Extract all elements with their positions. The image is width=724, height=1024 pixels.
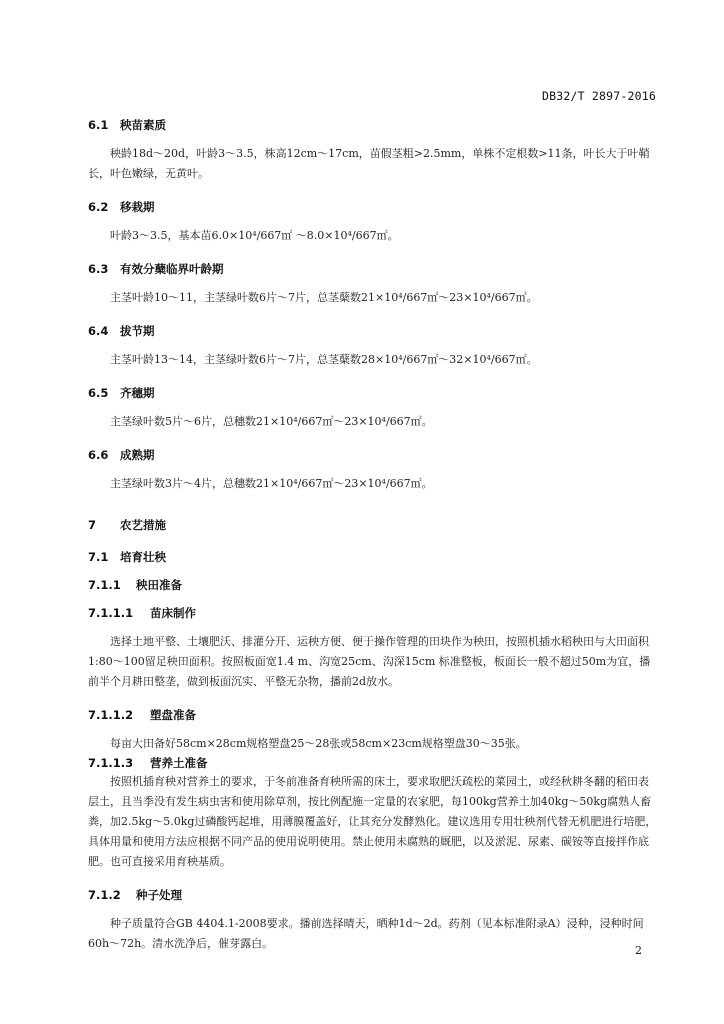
section-heading [88,260,658,278]
section-title: 移栽期 [120,200,155,214]
section-paragraph: 主茎绿叶数3片～4片，总穗数21×10⁴/667㎡～23×10⁴/667㎡。 [110,477,433,490]
chapter-number: 7 [88,518,97,532]
clause-heading [88,604,658,622]
section-heading [88,322,658,340]
section-paragraph: 叶龄3～3.5，基本苗6.0×10⁴/667㎡ ～8.0×10⁴/667㎡。 [110,229,399,242]
section-number: 6.5 [88,386,109,400]
section-title: 培育壮秧 [120,550,166,564]
section-heading [88,548,658,566]
section-paragraph: 主茎绿叶数5片～6片，总穗数21×10⁴/667㎡～23×10⁴/667㎡。 [110,415,433,428]
section-heading [88,116,658,134]
section-number: 6.1 [88,118,109,132]
standard-code: DB32/T 2897-2016 [542,89,656,103]
section-title: 有效分蘖临界叶龄期 [120,262,224,276]
clause-title: 塑盘准备 [150,708,196,722]
section-title: 秧苗素质 [120,118,166,132]
clause-title: 营养土准备 [150,756,208,770]
section-number: 7.1 [88,550,109,564]
subsection-number: 7.1.2 [88,888,121,902]
clause-paragraph: 每亩大田备好58cm×28cm规格塑盘25～28张或58cm×23cm规格塑盘30～35张。 [110,737,527,750]
section-number: 6.4 [88,324,109,338]
subsection-title: 种子处理 [136,888,182,902]
clause-title: 苗床制作 [150,606,196,620]
section-paragraph: 主茎叶龄13～14，主茎绿叶数6片～7片，总茎蘖数28×10⁴/667㎡～32×10⁴/667㎡。 [110,353,538,366]
clause-paragraph: 按照机插育秧对营养土的要求，于冬前准备育秧所需的床土，要求取肥沃疏松的菜园土，或经秋耕冬翻的稻田表层土，且当季没有发生病虫害和使用除草剂，按比例配施一定量的农家肥，每100kg营养土加40kg～50kg腐熟人畜粪，加2.5kg～5.0kg过磷酸钙起堆，用薄膜覆盖好，让其充分发酵熟化。建议选用专用壮秧剂代替无机肥进行培肥，具体用量和使用方法应根据不同产品的使用说明使用。禁止使用未腐熟的厩肥，以及淤泥、尿素、碳铵等直接拌作底肥。也可直接采用育秧基质。 [88,775,657,868]
section-title: 拔节期 [120,324,155,338]
section-title: 齐穗期 [120,386,155,400]
section-paragraph: 主茎叶龄10～11，主茎绿叶数6片～7片，总茎蘖数21×10⁴/667㎡～23×10⁴/667㎡。 [110,291,538,304]
subsection-number: 7.1.1 [88,578,121,592]
subsection-title: 秧田准备 [136,578,182,592]
section-paragraph: 秧龄18d～20d，叶龄3～3.5，株高12cm～17cm，苗假茎粗>2.5mm，单株不定根数>11条，叶长大于叶鞘长，叶色嫩绿，无黄叶。 [88,147,650,180]
section-title: 成熟期 [120,448,155,462]
subsection-heading [88,576,658,594]
chapter-heading [88,516,658,534]
clause-number: 7.1.1.1 [88,606,134,620]
clause-number: 7.1.1.2 [88,708,134,722]
clause-paragraph: 选择土地平整、土壤肥沃、排灌分开、运秧方便、便于操作管理的田块作为秧田，按照机插水稻秧田与大田面积1:80～100留足秧田面积。按照板面宽1.4 m、沟宽25cm、沟深15cm 标准整板，板面长一般不超过50m为宜，播前半个月耕田整垄，做到板面沉实、平整无杂物，播前2d放水。 [88,635,651,688]
section-heading [88,198,658,216]
document-body [88,116,658,954]
page-number: 2 [635,944,642,957]
clause-heading [88,754,658,772]
section-number: 6.3 [88,262,109,276]
subsection-paragraph: 种子质量符合GB 4404.1-2008要求。播前选择晴天，晒种1d～2d。药剂（见本标准附录A）浸种，浸种时间60h～72h。清水洗净后，催芽露白。 [88,917,644,950]
section-number: 6.6 [88,448,109,462]
clause-number: 7.1.1.3 [88,756,134,770]
clause-heading [88,706,658,724]
section-heading [88,446,658,464]
section-heading [88,384,658,402]
section-number: 6.2 [88,200,109,214]
chapter-title: 农艺措施 [120,518,166,532]
subsection-heading [88,886,658,904]
